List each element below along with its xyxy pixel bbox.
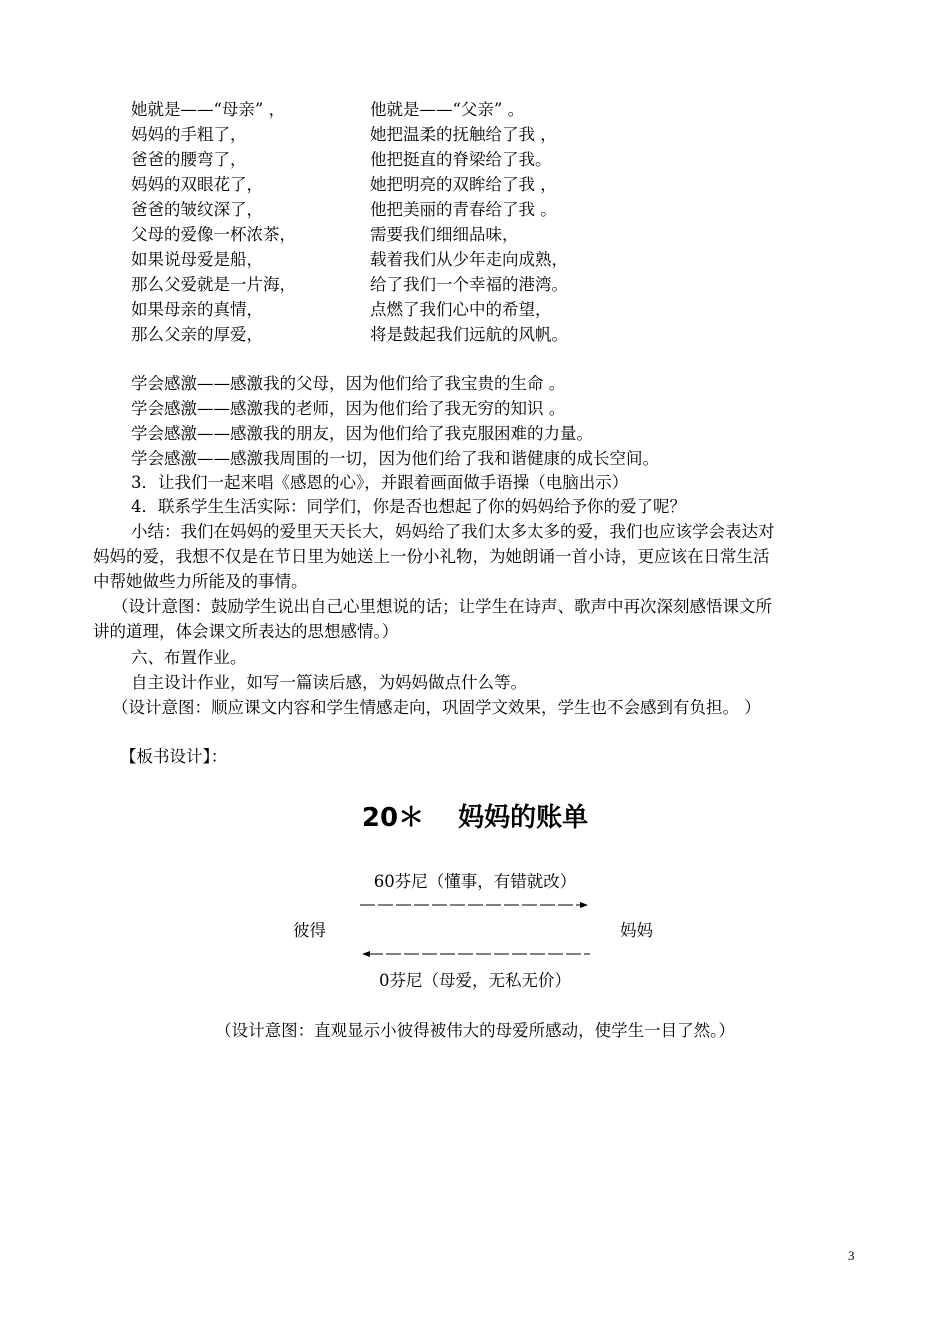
poem-right-line: 他就是——“父亲” 。 xyxy=(370,100,525,119)
bottom-label: 0芬尼（母爱，无私无价） xyxy=(379,971,571,990)
design-intent-line: （设计意图：鼓励学生说出自己心里想说的话；让学生在诗声、歌声中再次深刻感悟课文所 xyxy=(112,597,772,616)
poem-right-line: 载着我们从少年走向成熟， xyxy=(370,250,568,269)
step-4: 4．联系学生生活实际：同学们，你是否也想起了你的妈妈给予你的爱了呢？ xyxy=(131,497,686,516)
gratitude-line: 学会感激——感激我的老师，因为他们给了我无穷的知识 。 xyxy=(131,399,566,418)
poem-right-line: 他把挺直的脊梁给了我。 xyxy=(370,150,552,169)
homework-heading: 六、布置作业。 xyxy=(131,648,247,667)
poem-left-line: 妈妈的手粗了， xyxy=(131,125,247,144)
poem-left-line: 那么父爱就是一片海， xyxy=(131,275,296,294)
poem-left-line: 妈妈的双眼花了， xyxy=(131,175,263,194)
poem-right-line: 他把美丽的青春给了我 。 xyxy=(370,200,557,219)
summary-line: 妈妈的爱，我想不仅是在节日里为她送上一份小礼物，为她朗诵一首小诗，更应该在日常生活 xyxy=(93,547,770,566)
lesson-title: 妈妈的账单 xyxy=(458,803,589,833)
poem-left-line: 如果母亲的真情， xyxy=(131,300,263,319)
board-title xyxy=(0,800,950,836)
page-number: 3 xyxy=(848,1248,855,1263)
summary-line: 小结：我们在妈妈的爱里天天长大，妈妈给了我们太多太多的爱，我们也应该学会表达对 xyxy=(131,522,775,541)
poem-right-line: 她把明亮的双眸给了我 ， xyxy=(370,175,557,194)
right-arrow xyxy=(358,897,594,913)
poem-right-line: 需要我们细细品味， xyxy=(370,225,519,244)
poem-right-line: 她把温柔的抚触给了我 ， xyxy=(370,125,557,144)
step-3: 3．让我们一起来唱《感恩的心》，并跟着画面做手语操（电脑出示） xyxy=(131,473,629,492)
poem-left-line: 她就是——“母亲” ， xyxy=(131,100,286,119)
gratitude-line: 学会感激——感激我的朋友，因为他们给了我克服困难的力量。 xyxy=(131,424,593,443)
homework-design-intent: （设计意图：顺应课文内容和学生情感走向，巩固学文效果，学生也不会感到有负担。 ） xyxy=(112,698,761,717)
poem-left-line: 父母的爱像一杯浓茶， xyxy=(131,225,296,244)
gratitude-line: 学会感激——感激我周围的一切，因为他们给了我和谐健康的成长空间。 xyxy=(131,449,659,468)
board-design-intent: （设计意图：直观显示小彼得被伟大的母爱所感动，使学生一目了然。） xyxy=(215,1021,735,1040)
left-arrow xyxy=(358,946,594,962)
design-intent-line: 讲的道理，体会课文所表达的思想感情。） xyxy=(93,622,399,641)
top-label: 60芬尼（懂事，有错就改） xyxy=(373,872,577,891)
poem-left-line: 爸爸的腰弯了， xyxy=(131,150,247,169)
left-name: 彼得 xyxy=(293,921,326,940)
poem-left-line: 如果说母爱是船， xyxy=(131,250,263,269)
poem-right-line: 将是鼓起我们远航的风帆。 xyxy=(370,325,568,344)
poem-left-line: 那么父亲的厚爱， xyxy=(131,325,263,344)
homework-content: 自主设计作业，如写一篇读后感，为妈妈做点什么等。 xyxy=(131,673,527,692)
right-name: 妈妈 xyxy=(620,921,653,940)
lesson-number: 20＊ xyxy=(361,803,425,833)
poem-right-line: 给了我们一个幸福的港湾。 xyxy=(370,275,568,294)
board-design-heading: 【板书设计】： xyxy=(120,747,228,766)
gratitude-line: 学会感激——感激我的父母，因为他们给了我宝贵的生命 。 xyxy=(131,374,566,393)
poem-right-line: 点燃了我们心中的希望， xyxy=(370,300,552,319)
poem-left-line: 爸爸的皱纹深了， xyxy=(131,200,263,219)
summary-line: 中帮她做些力所能及的事情。 xyxy=(93,572,308,591)
